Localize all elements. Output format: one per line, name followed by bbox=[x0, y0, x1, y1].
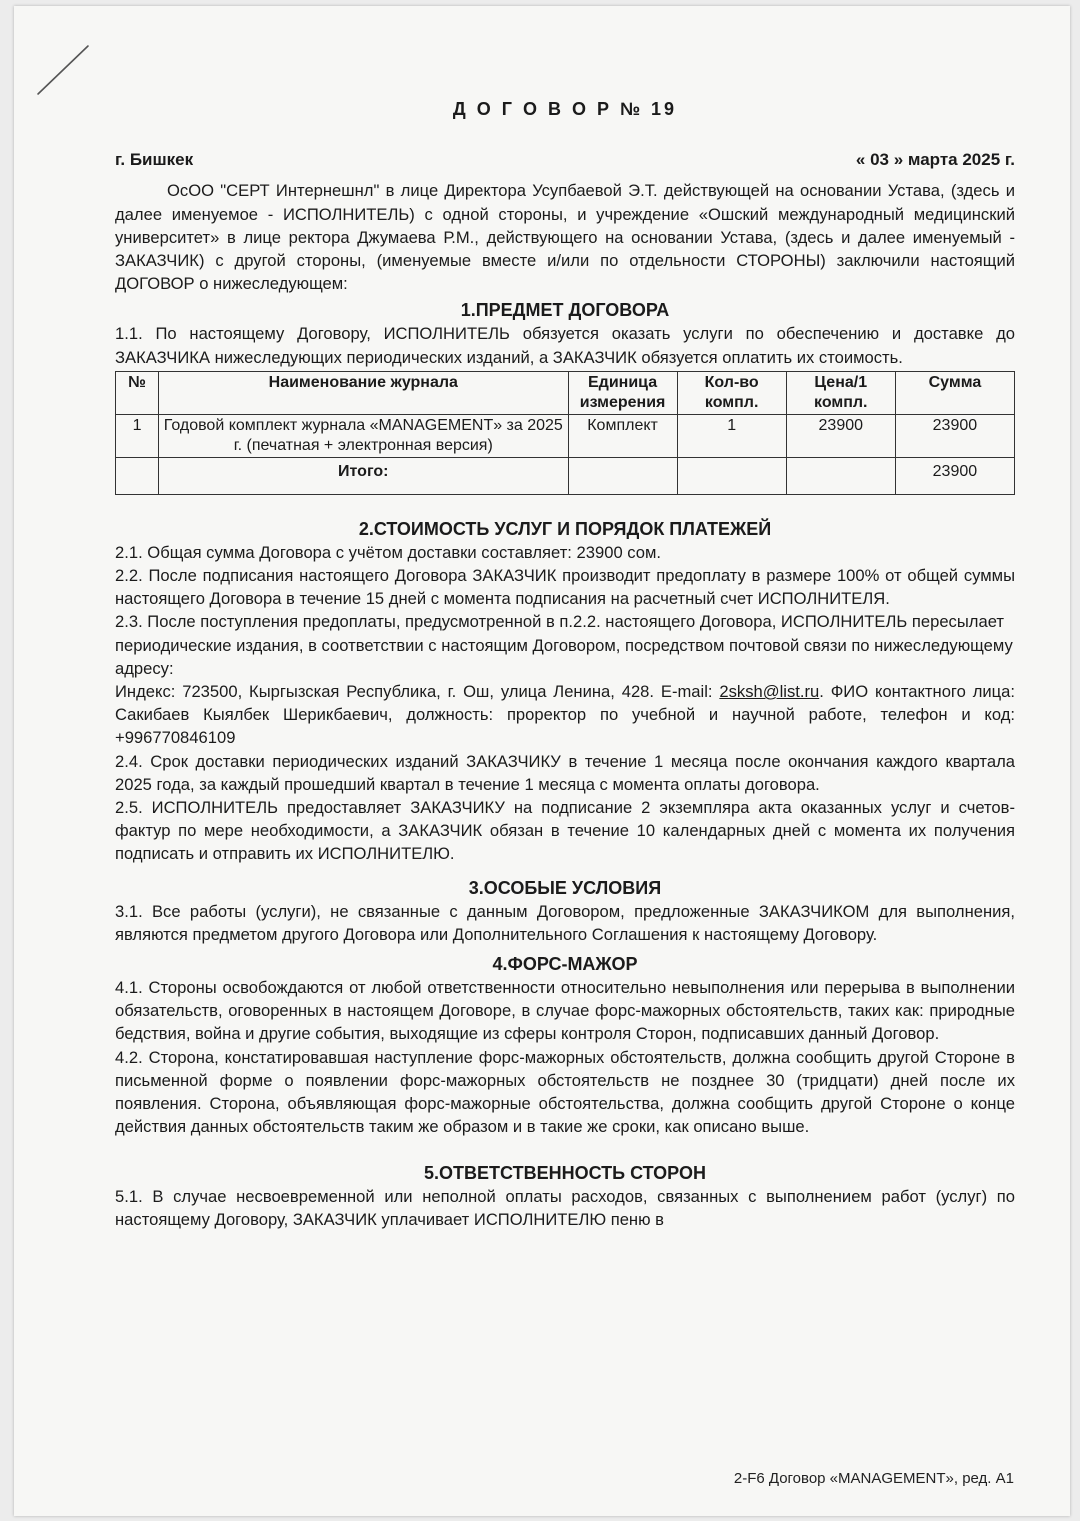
section-5-heading: 5.ОТВЕТСТВЕННОСТЬ СТОРОН bbox=[424, 1162, 706, 1183]
clause-3-1: 3.1. Все работы (услуги), не связанные с данным Договором, предложенные ЗАКАЗЧИКОМ для выполнения, являются предметом другого Договора или Дополнительного Соглашения к настоящему Договору. bbox=[115, 901, 1015, 944]
clause-2-1: 2.1. Общая сумма Договора с учётом доставки составляет: 23900 сом. bbox=[115, 542, 662, 562]
clause-2-4: 2.4. Срок доставки периодических изданий ЗАКАЗЧИКУ в течение 1 месяца после окончания каждого квартала 2025 года, за каждый прошедший квартал в течение 1 месяца с момента оплаты договора. bbox=[115, 751, 1015, 794]
document-page bbox=[14, 6, 1070, 1516]
col-sum-header: Сумма bbox=[895, 371, 1014, 414]
total-label: Итого: bbox=[159, 457, 568, 494]
total-sum: 23900 bbox=[895, 457, 1014, 494]
intro-paragraph: ОсОО "СЕРТ Интернешнл" в лице Директора Усупбаевой Э.Т. действующей на основании Устава, (здесь и далее именуемое - ИСПОЛНИТЕЛЬ) с одной стороны, и учреждение «Ошский международный медицинский университет» в лице ректора Джумаева Р.М., действующего на основании Устава, (здесь и далее именуемый - ЗАКАЗЧИК) с другой стороны, (именуемые вместе и/или по отдельности СТОРОНЫ) заключили настоящий ДОГОВОР о нижеследующем: bbox=[115, 181, 1015, 294]
contract-date: « 03 » марта 2025 г. bbox=[855, 150, 1015, 170]
table-header-row bbox=[116, 371, 1015, 414]
row-sum: 23900 bbox=[895, 414, 1014, 457]
col-num-header: № bbox=[116, 371, 159, 414]
clause-2-2: 2.2. После подписания настоящего Договора ЗАКАЗЧИК производит предоплату в размере 100% от общей суммы настоящего Договора в течение 15 дней с момента подписания на расчетный счет ИСПОЛНИТЕЛЯ. bbox=[115, 566, 1015, 609]
footer-doc-code: 2-F6 Договор «MANAGEMENT», ред. А1 bbox=[733, 1470, 1014, 1487]
table-total-row bbox=[116, 457, 1015, 494]
clause-2-5: 2.5. ИСПОЛНИТЕЛЬ предоставляет ЗАКАЗЧИКУ на подписание 2 экземпляра акта оказанных услуг и счетов-фактур по мере необходимости, а ЗАКАЗЧИК обязан в течение 10 календарных дней с момента их получения подписать и отправить их ИСПОЛНИТЕЛЮ. bbox=[115, 798, 1015, 864]
total-empty-cell bbox=[568, 457, 677, 494]
section-3-heading: 3.ОСОБЫЕ УСЛОВИЯ bbox=[468, 877, 662, 898]
clause-1-1: 1.1. По настоящему Договору, ИСПОЛНИТЕЛЬ обязуется оказать услуги по обеспечению и доставке до ЗАКАЗЧИКА нижеследующих периодических изданий, а ЗАКАЗЧИК обязуется оплатить их стоимость. bbox=[115, 324, 1015, 367]
row-num: 1 bbox=[116, 414, 159, 457]
city-date-line bbox=[115, 148, 1015, 171]
section-1-heading: 1.ПРЕДМЕТ ДОГОВОРА bbox=[460, 300, 670, 321]
clause-2-3: 2.3. После поступления предоплаты, предусмотренной в п.2.2. настоящего Договора, ИСПОЛНИТЕЛЬ пересылает периодические издания, в соответствии с настоящим Договором, посредством почтовой связи по нижеследующему адресу: bbox=[115, 612, 1013, 678]
clause-4-2: 4.2. Сторона, констатировавшая наступление форс-мажорных обстоятельств, должна сообщить другой Стороне в письменной форме о появлении форс-мажорных обстоятельств не позднее 30 (тридцати) дней после их появления. Сторона, объявляющая форс-мажорные обстоятельства, должна сообщить другой Стороне о конце действия данных обстоятельств таким же образом и в такие же сроки, как описано выше. bbox=[115, 1047, 1015, 1137]
document-content bbox=[115, 98, 1015, 1231]
row-qty: 1 bbox=[677, 414, 786, 457]
address-text-pre: Индекс: 723500, Кыргызская Республика, г. Ош, улица Ленина, 428. E-mail: bbox=[115, 682, 720, 702]
items-table bbox=[115, 371, 1015, 495]
total-empty-cell bbox=[116, 457, 159, 494]
delivery-address bbox=[115, 680, 1015, 750]
col-unit-header: Единица измерения bbox=[568, 371, 677, 414]
col-qty-header: Кол-во компл. bbox=[677, 371, 786, 414]
col-name-header: Наименование журнала bbox=[159, 371, 568, 414]
row-name: Годовой комплект журнала «MANAGEMENT» за 2025 г. (печатная + электронная версия) bbox=[159, 414, 568, 457]
document-title: Д О Г О В О Р № 19 bbox=[452, 99, 678, 119]
address-text-post: . ФИО контактного лица: Сакибаев Кыялбек Шерикбаевич, должность: проректор по учебной и научной работе, телефон и код: +996770846109 bbox=[115, 682, 1015, 748]
row-unit: Комплект bbox=[568, 414, 677, 457]
contact-email-link[interactable]: 2sksh@list.ru bbox=[719, 682, 820, 702]
total-empty-cell bbox=[677, 457, 786, 494]
table-row bbox=[116, 414, 1015, 457]
col-price-header: Цена/1 компл. bbox=[786, 371, 895, 414]
section-4-heading: 4.ФОРС-МАЖОР bbox=[492, 954, 638, 975]
section-2-heading: 2.СТОИМОСТЬ УСЛУГ И ПОРЯДОК ПЛАТЕЖЕЙ bbox=[358, 518, 772, 539]
city: г. Бишкек bbox=[115, 150, 194, 170]
row-price: 23900 bbox=[786, 414, 895, 457]
pen-stroke-mark bbox=[34, 42, 92, 98]
total-empty-cell bbox=[786, 457, 895, 494]
clause-4-1: 4.1. Стороны освобождаются от любой ответственности относительно невыполнения или перерыва в выполнении обязательств, оговоренных в настоящем Договоре, в случае форс-мажорных обстоятельств, таких как: природные бедствия, война и другие события, выходящие из сферы контроля Сторон, подписавших данный Договор. bbox=[115, 978, 1015, 1044]
clause-5-1: 5.1. В случае несвоевременной или неполной оплаты расходов, связанных с выполнением работ (услуг) по настоящему Договору, ЗАКАЗЧИК уплачивает ИСПОЛНИТЕЛЮ пеню в bbox=[115, 1186, 1015, 1229]
